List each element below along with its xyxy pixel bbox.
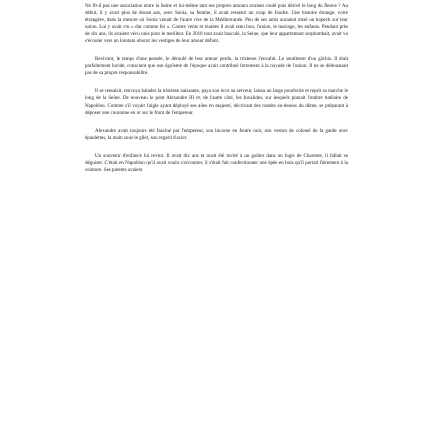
paragraph-5: Un souvenir d'enfance lui revint. Il avait dix ans et avait été invité à un goûter dans un logis de Charente, il fallait se déguiser. C'était en Napoléon qu'il avait voulu s'accoutrer, il s'était fait confectionner une épée en bois qu'il portait fièrement à la ceinture. Ses parents avaient — [85, 152, 348, 173]
paragraph-4: Alexandre avait toujours été fasciné par l'empereur, son bicorne en feutre noir, son veston de colonel de la garde avec épaulettes, la main sous le gilet, son regard d'acier. — [85, 127, 348, 141]
paragraph-1: Ne fît-il pas une association entre la Seine et lui-même tant ses propres amours avaient coulé puis dérivé le long du fleuve ? Au début, il y avait plus de douze ans, avec Sonia, sa femme, il avait ressenti un coup de foudre. Une histoire étrange, voire étrangère, dans la mesure où Sonia venait de l'autre rive de la Méditerranée. Peu de ses amis auraient misé un kopeck sur leur union. Lui y avait cru « dur comme fer ». Contre vents et marées il avait tenu bon, l'union, le mariage, les enfants. Pendant près de dix ans, ils avaient vécu unis pour le meilleur. En 2018 tout avait basculé, la Seine, que leur appartement surplombait, avait vu s'écouler vers un lointain obscur les vestiges de leur amour défunt. — [85, 3, 348, 45]
paragraph-2: Revivant, le temps d'une pensée, le déroulé de leur amour perdu, la tristesse l'envahit. Le sentiment d'un gâchis. Il était parfaitement lucide, conscient que son égoïsme de l'époque avait contribué fortement à la noyade de l'union. Il ne se dédouanait pas de sa propre responsabilité. — [85, 56, 348, 77]
paragraph-3: Il se ressaisit, renvoya balader la tristesse naissante, paya son écot au serveur, laissa un large pourboire et reprit sa marche le long de la Seine. De nouveau le pont Alexandre III et, de l'autre côté, les Invalides, sur lesquels planait l'ombre tutélaire de Napoléon. Comme s'il voyait l'aigle ayant déployé ses ailes en majesté, décrivant des rondes au-dessus du dôme, se préparant à déposer une couronne en or sur le front de l'empereur. — [85, 88, 348, 116]
